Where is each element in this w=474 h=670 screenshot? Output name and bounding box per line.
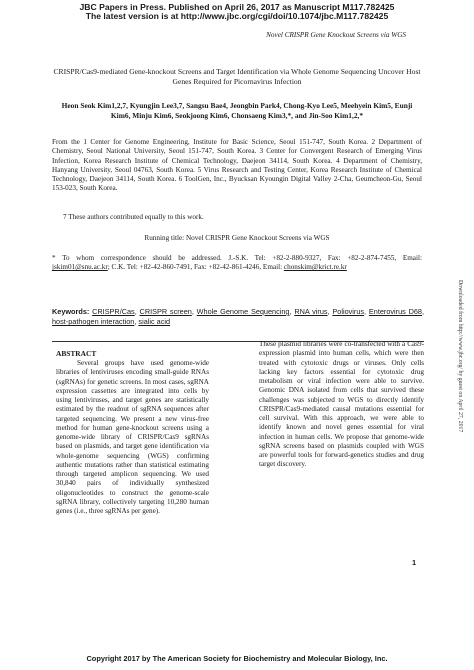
equal-contribution-note: 7 These authors contributed equally to this work. <box>63 213 204 221</box>
running-title: Running title: Novel CRISPR Gene Knockout Screens via WGS <box>144 234 330 242</box>
press-header-prefix: The latest version is at <box>85 11 181 21</box>
paper-title: CRISPR/Cas9-mediated Gene-knockout Screens and Target Identification via Whole Genome Sequencing Uncover Host Genes Required for Picornavirus Infection <box>53 67 421 86</box>
affiliations: From the 1 Center for Genome Engineering, Institute for Basic Science, Seoul 151-747, South Korea. 2 Department of Chemistry, Seoul National University, Seoul 151-747, South Korea. 3 Center for Convergent Research of Emerging Virus Infection, Korea Research Institute of Chemical Technology, Daejeon 34114, South Korea. 4 Department of Chemistry, Hanyang University, Seoul 04763, South Korea. 5 Virus Research and Testing Center, Korea Research Institute of Chemical Technology, Daejeon 34114, South Korea. 6 ToolGen, Inc., Byucksan Kyoungin Digital Valley 2-Cha, Geumcheon-Gu, Seoul 153-023, South Korea. <box>52 138 422 193</box>
email-link-jskim[interactable]: jskim01@snu.ac.kr <box>52 263 108 272</box>
abstract-column-right <box>259 340 424 470</box>
press-header-line2 <box>0 11 474 21</box>
abstract-paragraph-2: These plasmid libraries were co-transfected with a Cas9-expression plasmid into human cells, which were then treated with cytotoxic drugs or viruses. Only cells lacking key factors essential for cytotoxic drug metabolism or viral infection were able to survive. Genomic DNA isolated from cells that survived these challenges was subjected to WGS to directly identify CRISPR/Cas9-mediated causal mutations essential for cell survival. With this approach, we were able to identify known and novel genes essential for viral infection in human cells. We propose that genome-wide sgRNA screens based on plasmids coupled with WGS are powerful tools for forward-genetics studies and drug target discovery. <box>259 340 424 469</box>
doi-link[interactable]: http://www.jbc.org/cgi/doi/10.1074/jbc.M117.782425 <box>180 11 389 21</box>
copyright-footer: Copyright 2017 by The American Society for Biochemistry and Molecular Biology, Inc. <box>86 654 388 663</box>
page-number: 1 <box>412 558 417 567</box>
running-head: Novel CRISPR Gene Knockout Screens via WGS <box>266 31 406 39</box>
keywords: Keywords: CRISPR/Cas, CRISPR screen, Whole Genome Sequencing, RNA virus, Poliovirus, Enterovirus D68, host-pathogen interaction, sialic acid <box>52 307 425 327</box>
abstract-heading: ABSTRACT <box>56 349 97 358</box>
press-header-line1: JBC Papers in Press. Published on April 26, 2017 as Manuscript M117.782425 <box>79 2 395 12</box>
keyword-item[interactable]: sialic acid <box>138 317 171 327</box>
keywords-label: Keywords: <box>52 307 90 316</box>
keyword-item[interactable]: Whole Genome Sequencing <box>196 307 290 316</box>
keyword-item[interactable]: Poliovirus <box>332 307 365 316</box>
email-link-chonskim[interactable]: chonskim@krict.re.kr <box>283 263 347 272</box>
abstract-paragraph-1: Several groups have used genome-wide libraries of lentiviruses encoding small-guide RNAs (sgRNAs) for genetic screens. In most cases, sgRNA expression cassettes are integrated into cells by using lentiviruses, and target genes are statistically estimated by the readout of sgRNA sequences after targeted sequencing. We present a new virus-free method for human gene-knockout screens using a genome-wide library of CRISPR/Cas9 sgRNAs based on plasmids, and target gene identification via whole-genome sequencing (WGS) confirming authentic mutations rather than statistical estimating through targeted amplicon sequencing. We used 30,840 pairs of individually synthesized oligonucleotides to construct the genome-scale sgRNA library, collectively targeting 10,280 human genes (i.e., three sgRNAs per gene). <box>56 359 209 515</box>
keyword-item[interactable]: RNA virus <box>294 307 328 316</box>
download-notice: Downloaded from http://www.jbc.org/ by guest on April 27, 2017 <box>457 280 463 433</box>
correspondence <box>52 254 422 273</box>
keyword-item[interactable]: Enterovirus D68 <box>368 307 422 316</box>
download-sidebar <box>453 280 465 580</box>
correspondence-middle: ; C.K. Tel: +82-42-860-7491, Fax: +82-42-861-4246, Email: <box>107 263 284 272</box>
author-list: Heon Seok Kim1,2,7, Kyungjin Lee3,7, Sangsu Bae4, Jeongbin Park4, Chong-Kyo Lee5, Meehyein Kim5, Eunji Kim6, Minju Kim6, Seokjoong Kim6, Chonsaeng Kim3,*, and Jin-Soo Kim1,2,* <box>61 101 413 120</box>
correspondence-text: * To whom correspondence should be addressed. J.-S.K. Tel: +82-2-880-9327, Fax: +82-2-874-7455, Email: <box>52 254 422 262</box>
keyword-item[interactable]: CRISPR screen <box>139 307 192 316</box>
abstract-column-left <box>56 359 209 516</box>
keyword-item[interactable]: host-pathogen interaction <box>52 317 135 327</box>
keyword-item[interactable]: CRISPR/Cas <box>92 307 135 316</box>
